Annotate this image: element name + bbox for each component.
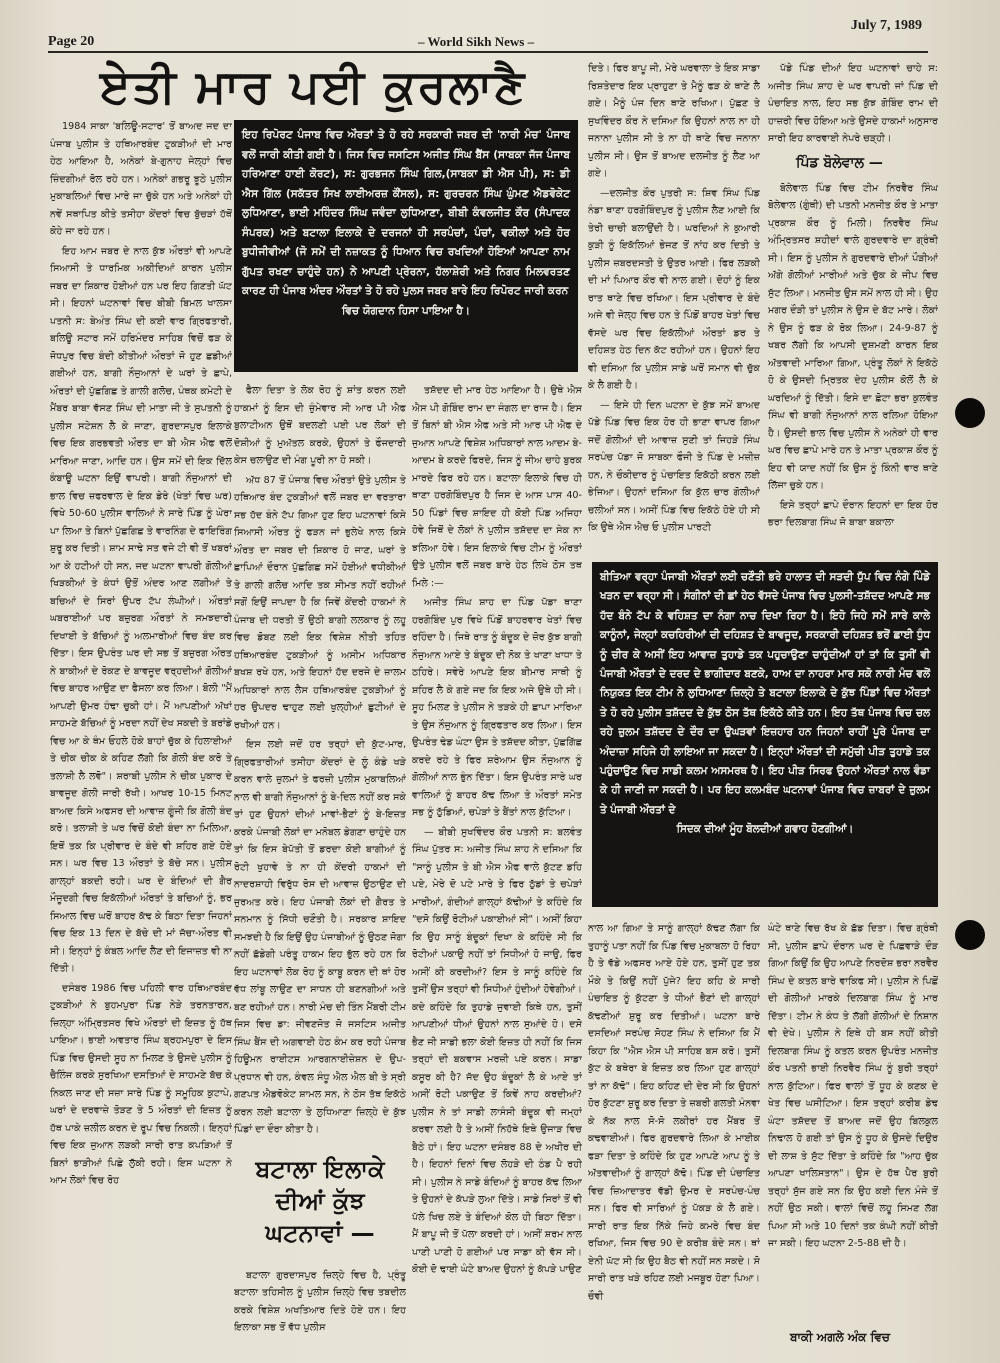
paragraph: ਬਟਾਲਾ ਗੁਰਦਾਸਪੁਰ ਜ਼ਿਲ੍ਹੇ ਵਿਚ ਹੈ, ਪ੍ਰੰਤੂ ਬਟਾਲਾ ਤਹਿਸੀਲ ਨੂੰ ਪੁਲੀਸ ਜ਼ਿਲ੍ਹੇ ਵਿਚ ਤਬਦੀਲ ਕਰਕੇ ਵਿਸ਼ੇਸ਼ ਅਖਤਿਆਰ ਦਿਤੇ ਹੋਏ ਹਨ। ਇਹ ਇਲਾਕਾ ਸਭ ਤੋਂ ਵੱਧ ਪੁਲੀਸ [234,1269,406,1333]
paragraph: ਫੈਲਾ ਦਿਤਾ ਤੇ ਲੋਕ ਰੋਹ ਨੂੰ ਸ਼ਾਂਤ ਕਰਨ ਲਈ ਹਾਕਮਾਂ ਨੂੰ ਇਸ ਦੀ ਜ਼ੁੰਮੇਵਾਰ ਸੀ ਆਰ ਪੀ ਐਫ ਬੁਲਾਟੀਅਨ ਉਥੋਂ ਬਦਲਣੀ ਪਈ ਪਰ ਲੋਕਾਂ ਦੀ ਦੋਸ਼ੀਆਂ ਨੂੰ ਮੁਅੱਤਲ ਕਰਕੇ, ਉਹਨਾਂ ਤੇ ਫੌਜਦਾਰੀ ਕੇਸ ਚਲਾਉਣ ਦੀ ਮੰਗ ਪੂਰੀ ਨਾ ਹੋ ਸਕੀ। [234,385,406,466]
intro-text: ਇਹ ਰਿਪੋਰਟ ਪੰਜਾਬ ਵਿਚ ਔਰਤਾਂ ਤੇ ਹੋ ਰਹੇ ਸਰਕਾਰੀ ਜਬਰ ਦੀ 'ਨਾਰੀ ਮੰਚ' ਪੰਜਾਬ ਵਲੋਂ ਜਾਰੀ ਕੀਤੀ ਗਈ ਹੈ। ਜਿਸ ਵਿਚ ਜਸਟਿਸ ਅਜੀਤ ਸਿੰਘ ਬੈਂਸ (ਸਾਬਕਾ ਜੱਜ ਪੰਜਾਬ ਹਰਿਆਣਾ ਹਾਈ ਕੋਰਟ), ਸ: ਗੁਰਭਜਨ ਸਿੰਘ ਗਿਲ,(ਸਾਬਕਾ ਡੀ ਐਸ ਪੀ), ਸ: ਡੀ ਐਸ ਗਿੱਲ (ਸਕੱਤਰ ਸਿਖ ਲਾਈਅਰਜ਼ ਕੌਂਸਲ), ਸ: ਗੁਰਚਰਨ ਸਿੰਘ ਘੁੰਮਣ ਐਡਵੋਕੇਟ ਲੁਧਿਆਣਾ, ਭਾਈ ਮਹਿੰਦਰ ਸਿੰਘ ਜਵੰਦਾ ਲੁਧਿਆਣਾ, ਬੀਬੀ ਕੰਵਲਜੀਤ ਕੌਰ (ਸੰਪਾਦਕ ਸੰਪਰਕ) ਅਤੇ ਬਟਾਲਾ ਇਲਾਕੇ ਦੇ ਦਰਜਨਾਂ ਹੀ ਸਰਪੰਚਾਂ, ਪੰਚਾਂ, ਵਕੀਲਾਂ ਅਤੇ ਹੋਰ ਬੁਧੀਜੀਵੀਆਂ (ਜੋ ਸਮੇਂ ਦੀ ਨਜ਼ਾਕਤ ਨੂੰ ਧਿਆਨ ਵਿਚ ਰਖਦਿਆਂ ਹੋਇਆਂ ਆਪਣਾ ਨਾਮ ਗੁੱਪਤ ਰਖਣਾ ਚਾਹੁੰਦੇ ਹਨ) ਨੇ ਆਪਣੀ ਪ੍ਰੇਰਨਾ, ਹੱਲਾਸ਼ੇਰੀ ਅਤੇ ਨਿਗਰ ਮਿਲਵਰਤਣ ਕਾਰਣ ਹੀ ਪੰਜਾਬ ਅੰਦਰ ਔਰਤਾਂ ਤੇ ਹੋ ਰਹੇ ਪੁਲਸ ਜਬਰ ਬਾਰੇ ਇਹ ਰਿਪੋਰਟ ਜਾਰੀ ਕਰਨ [242,129,570,297]
paragraph: —ਦਲਜੀਤ ਕੌਰ ਪੁਤਰੀ ਸ: ਸ਼ਿਵ ਸਿੰਘ ਪਿੰਡ ਨੰਡਾ ਥਾਣਾ ਹਰਗੋਬਿੰਦਪੁਰ ਨੂੰ ਪੁਲੀਸ ਲੈਣ ਆਈ ਕਿ ਤੇਰੀ ਚਾਚੀ ਬਲਾਉਂਦੀ ਹੈ। ਘਰਦਿਆਂ ਨੇ ਕੁਆਰੀ ਕੁੜੀ ਨੂੰ ਇਕੱਲਿਆਂ ਭੇਜਣ ਤੋਂ ਨਾਂਹ ਕਰ ਦਿਤੀ ਤੇ ਪੁਲੀਸ ਜ਼ਬਰਦਸਤੀ ਤੇ ਉਤਰ ਆਈ। ਫਿਰ ਲੜਕੀ ਦੀ ਮਾਂ ਪਿਆਰ ਕੌਰ ਵੀ ਨਾਲ ਗਈ। ਦੋਹਾਂ ਨੂੰ ਇਕ ਰਾਤ ਥਾਣੇ ਵਿਚ ਰਖਿਆ। ਇਸ ਪ੍ਰੀਵਾਰ ਦੇ ਬੰਦੇ ਅਜੇ ਵੀ ਜੇਲ੍ਹ ਵਿਚ ਹਨ ਤੇ ਪਿੰਡੋਂ ਬਾਹਰ ਖੇਤਾਂ ਵਿਚ ਵੱਸਦੇ ਘਰ ਵਿਚ ਇਕੱਲੀਆਂ ਔਰਤਾਂ ਡਰ ਤੇ ਦਹਿਸ਼ਤ ਹੇਠ ਦਿਨ ਕੱਟ ਰਹੀਆਂ ਹਨ। ਉਹਨਾਂ ਇਹ ਵੀ ਦਸਿਆ ਕਿ ਪੁਲੀਸ ਸਾਡੇ ਘਰੋਂ ਸਮਾਨ ਵੀ ਚੁੱਕ ਕੇ ਲੈ ਗਈ ਹੈ। [588,187,760,391]
paragraph: ਬੋਲੇਵਾਲ ਪਿੰਡ ਵਿਚ ਟੀਮ ਨਿਰਵੈਰ ਸਿੰਘ ਬੋਲੇਵਾਲ (ਗੁੰਥੀ) ਦੀ ਪਤਨੀ ਮਨਜੀਤ ਕੌਰ ਤੇ ਮਾਤਾ ਪ੍ਰਕਾਸ਼ ਕੌਰ ਨੂੰ ਮਿਲੀ। ਨਿਰਵੈਰ ਸਿੰਘ ਅੰਮ੍ਰਿਤਸਰ ਸ਼ਹੀਦਾਂ ਵਾਲੇ ਗੁਰਦਵਾਰੇ ਦਾ ਗ੍ਰੰਥੀ ਸੀ। ਇਸ ਨੂੰ ਪੁਲੀਸ ਨੇ ਗੁਰਦਵਾਰੇ ਦੀਆਂ ਪੌੜੀਆਂ ਅੱਗੇ ਗੋਲੀਆਂ ਮਾਰੀਆਂ ਅਤੇ ਚੁੱਕ ਕੇ ਜੀਪ ਵਿਚ ਸੁੱਟ ਲਿਆ। ਮਨਜੀਤ ਉਸ ਸਮੇਂ ਨਾਲ ਹੀ ਸੀ। ਉਹ ਮਗਰ ਦੌੜੀ ਤਾਂ ਪੁਲੀਸ ਨੇ ਉਸ ਦੇ ਬੱਟ ਮਾਰੇ। ਲੋਕਾਂ ਨੇ ਉਸ ਨੂੰ ਫੜ ਕੇ ਰੋਕ ਲਿਆ। 24-9-87 ਨੂੰ ਖਬਰ ਲੱਗੀ ਕਿ ਆਪਸੀ ਦੁਸ਼ਮਣੀ ਕਾਰਨ ਇਕ ਅੱਤਵਾਦੀ ਮਾਰਿਆ ਗਿਆ, ਪ੍ਰੰਤੂ ਲੋਕਾਂ ਨੇ ਇਕੱਠੇ ਹੋ ਕੇ ਉਸਦੀ ਮ੍ਰਿਤਕ ਦੇਹ ਪੁਲੀਸ ਕੋਲੋਂ ਲੈ ਕੇ ਘਰਦਿਆਂ ਨੂੰ ਦਿੱਤੀ। ਇਸੇ ਦਾ ਛੋਟਾ ਭਰਾ ਕੁਲਵੰਤ ਸਿੰਘ ਵੀ ਬਾਗੀ ਨੌਜੁਆਨਾਂ ਨਾਲ ਰਲਿਆ ਹੋਇਆ ਹੈ। ਉਸਦੀ ਭਾਲ ਵਿਚ ਪੁਲੀਸ ਨੇ ਅਨੇਕਾਂ ਹੀ ਵਾਰ ਘਰ ਵਿਚ ਛਾਪੇ ਮਾਰੇ ਹਨ ਤੇ ਮਾਤਾ ਪ੍ਰਕਾਸ਼ ਕੌਰ ਨੂੰ ਇਹ ਵੀ ਯਾਦ ਨਹੀਂ ਕਿ ਉਸ ਨੂੰ ਕਿੰਨੀ ਵਾਰ ਥਾਣੇ ਲਿੱਜਾ ਚੁਕੇ ਹਨ। [768,182,938,491]
page-header [48,18,928,50]
paragraph: ਨਾਲ ਆ ਗਿਆ ਤੇ ਸਾਨੂੰ ਗਾਲ੍ਹਾਂ ਕੱਢਣ ਲੱਗਾ ਕਿ ਤੁਹਾਨੂੰ ਪਤਾ ਨਹੀਂ ਕਿ ਪਿੰਡ ਵਿਚ ਮੁਕਾਬਲਾ ਹੋ ਰਿਹਾ ਹੈ ਤੇ ਵੱਡੇ ਅਫਸਰ ਆਏ ਹੋਏ ਹਨ, ਤੁਸੀਂ ਹੁਣ ਤਕ ਮੌਕੇ ਤੇ ਕਿਉਂ ਨਹੀਂ ਪੁੱਜੇ? ਇਹ ਕਹਿ ਕੇ ਸਾਰੀ ਪੰਚਾਇਤ ਨੂੰ ਕੁੱਟਣਾ ਤੇ ਧੀਆਂ ਭੈਣਾਂ ਦੀ ਗਾਲ੍ਹਾਂ ਕੱਢਣੀਆਂ ਸ਼ੁਰੂ ਕਰ ਦਿਤੀਆਂ। ਘਟਨਾ ਬਾਰੇ ਦਸਦਿਆਂ ਸਰਪੰਚ ਸੋਹਣ ਸਿੰਘ ਨੇ ਦਸਿਆ ਕਿ ਮੈਂ ਕਿਹਾ ਕਿ "ਐਸ ਐਸ ਪੀ ਸਾਹਿਬ ਬਸ ਕਰੋ। ਤੁਸੀਂ ਕੁੱਟ ਕੇ ਬਥੇਰਾ ਬੇ ਇਜ਼ਤ ਕਰ ਲਿਆ ਹੁਣ ਗਾਲ੍ਹਾਂ ਤਾਂ ਨਾ ਕੱਢੋ"। ਇਹ ਕਹਿਣ ਦੀ ਦੇਰ ਸੀ ਕਿ ਉਹਨਾਂ ਹੋਰ ਕੁੱਟਣਾ ਸ਼ੁਰੂ ਕਰ ਦਿਤਾ ਤੇ ਜ਼ਬਰੀ ਗਲਤੀ ਮੰਨਵਾ ਕੇ ਨੱਕ ਨਾਲ ਸੋ-ਸੋ ਲਕੀਰਾਂ ਹਰ ਮੈਂਬਰ ਤੋਂ ਕਢਵਾਈਆਂ। ਫਿਰ ਗੁਰਦਵਾਰੇ ਲਿਆ ਕੇ ਮਾਈਕ ਫੜਾ ਦਿਤਾ ਤੇ ਕਹਿੰਦੇ ਕਿ ਹੁਣ ਆਪਣੇ ਆਪ ਨੂੰ ਤੇ ਅੱਤਵਾਦੀਆਂ ਨੂੰ ਗਾਲ੍ਹਾਂ ਕੱਢੋ। ਪਿੰਡ ਦੀ ਪੰਚਾਇਤ ਵਿਚ ਜ਼ਿਆਦਾਤਰ ਵੱਡੀ ਉਮਰ ਦੇ ਸਰਪੰਚ-ਪੰਚ ਸਨ। ਫਿਰ ਵੀ ਸਾਰਿਆਂ ਨੂੰ ਪੱਕੜ ਕੇ ਲੈ ਗਏ। ਸਾਰੀ ਰਾਤ ਇਕ ਨਿੱਕੇ ਜਿਹੇ ਕਮਰੇ ਵਿਚ ਬੰਦ ਰਖਿਆ, ਜਿਸ ਵਿਚ 90 ਦੇ ਕਰੀਬ ਬੰਦੇ ਸਨ। ਥਾਂ ਏਨੀ ਘੱਟ ਸੀ ਕਿ ਉਹ ਬੈਠ ਵੀ ਨਹੀਂ ਸਨ ਸਕਦੇ। ਸੋ ਸਾਰੀ ਰਾਤ ਖੜੇ ਰਹਿਣ ਲਈ ਮਜਬੂਰ ਹੋਣਾ ਪਿਆ। ਚੌਵੀ [588,923,760,1302]
column-4 [588,60,760,555]
quote-box [592,562,938,907]
paragraph: 1984 ਸਾਕਾ 'ਬਲਿਊ-ਸਟਾਰ' ਤੋਂ ਬਾਅਦ ਜਦ ਦਾ ਪੰਜਾਬ ਪੁਲੀਸ ਤੇ ਹਥਿਆਰਬੰਦ ਟੁਕੜੀਆਂ ਦੀ ਮਾਰ ਹੇਠ ਆਇਆ ਹੈ, ਅਨੇਕਾਂ ਬੇ-ਗੁਨਾਹ ਜੇਲ੍ਹਾਂ ਵਿਚ ਜ਼ਿੰਦਗੀਆਂ ਰੋਲ ਰਹੇ ਹਨ। ਅਨੇਕਾਂ ਗਭਰੂ ਝੂਠੇ ਪੁਲੀਸ ਮੁਕਾਬਲਿਆਂ ਵਿਚ ਮਾਰੇ ਜਾ ਚੁੱਕੇ ਹਨ ਅਤੇ ਅਨੇਕਾਂ ਹੀ ਨਵੇਂ ਸਥਾਪਿਤ ਕੀਤੇ ਤਸੀਹਾ ਕੇਂਦਰਾਂ ਵਿਚ ਬੁੱਚੜਾਂ ਹੱਥੋਂ ਕੋਹੇ ਜਾ ਰਹੇ ਹਨ। [50,121,232,237]
paragraph: ਦਿਤੇ। ਫਿਰ ਬਾਪੂ ਜੀ, ਮੇਰੇ ਘਰਵਾਲਾ ਤੇ ਇਕ ਸਾਡਾ ਰਿਸ਼ਤੇਦਾਰ ਇਕ ਪ੍ਰਾਹੁਣਾ ਤੇ ਮੈਨੂੰ ਫੜ ਕੇ ਥਾਣੇ ਲੈ ਗਏ। ਮੈਨੂੰ ਪੰਜ ਦਿਨ ਥਾਣੇ ਰਖਿਆ। ਪੁੱਛਣ ਤੇ ਸੁਖਵਿੰਦਰ ਕੌਰ ਨੇ ਦਸਿਆ ਕਿ ਉਹਨਾਂ ਨਾਲ ਨਾ ਹੀ ਜਨਾਨਾ ਪੁਲੀਸ ਸੀ ਤੇ ਨਾ ਹੀ ਥਾਣੇ ਵਿਚ ਜਨਾਨਾ ਪੁਲੀਸ ਸੀ। ਉਸ ਤੋਂ ਬਾਅਦ ਦਲਜੀਤ ਨੂੰ ਲੈਣ ਆ ਗਏ। [588,63,760,179]
page-number: Page 20 [48,34,95,49]
binder-hole [955,398,985,428]
paragraph: — ਇਸੇ ਹੀ ਦਿਨ ਘਟਨਾ ਦੇ ਕੁੱਝ ਸਮੇਂ ਬਾਅਦ ਪੱਡੇ ਪਿੰਡ ਵਿਚ ਇਕ ਹੋਰ ਹੀ ਭਾਣਾ ਵਾਪਰ ਗਿਆ ਜਦੋਂ ਗੋਲੀਆਂ ਦੀ ਆਵਾਜ਼ ਸੁਣੀ ਤਾਂ ਜਿਹੜੇ ਸਿੰਘ ਸਰਪੰਚ ਪੱਡਾ ਜੋ ਸਾਬਕਾ ਫੌਜੀ ਤੇ ਪਿੰਡ ਦੇ ਮਜ਼ੀਜ਼ ਹਨ, ਨੇ ਚੌਕੀਦਾਰ ਨੂੰ ਪੰਚਾਇਤ ਇਕੱਠੀ ਕਰਨ ਲਈ ਭੇਜਿਆ। ਉਹਨਾਂ ਦਸਿਆ ਕਿ ਕੁੱਲ ਚਾਰ ਗੋਲੀਆਂ ਚਲੀਆਂ ਸਨ। ਅਸੀਂ ਪਿੰਡ ਵਿਚ ਇਕੱਠੇ ਹੋਏ ਹੀ ਸੀ ਕਿ ਉਥੇ ਐਸ ਐਚ ਓ ਪੁਲੀਸ ਪਾਰਟੀ [588,399,760,533]
paragraph: — ਬੀਬੀ ਸੁਖਵਿੰਦਰ ਕੌਰ ਪਤਨੀ ਸ: ਬਲਵੰਤ ਸਿੰਘ ਪੁੱਤਰ ਸ: ਅਜੀਤ ਸਿੰਘ ਸ਼ਾਹ ਨੇ ਦਸਿਆ ਕਿ "ਸਾਨੂੰ ਪੁਲੀਸ ਤੇ ਬੀ ਐਸ ਐਫ ਵਾਲੇ ਕੁੱਟਣ ਡਹਿ ਪਏ, ਮੇਰੇ ਦੋ ਪਟੇ ਮਾਰੇ ਤੇ ਫਿਰ ਠੁੱਡਾਂ ਤੇ ਚਪੇੜਾਂ ਮਾਰੀਆਂ, ਗੰਦੀਆਂ ਗਾਲ੍ਹਾਂ ਕੱਢੀਆਂ ਤੇ ਕਹਿੰਦੇ ਕਿ "ਦਸੋ ਕਿਉਂ ਰੋਟੀਆਂ ਪਕਾਈਆਂ ਸੀ"। ਅਸੀਂ ਕਿਹਾ ਕਿ ਉਹ ਸਾਨੂੰ ਬੰਦੂਕਾਂ ਦਿਖਾ ਕੇ ਕਹਿੰਦੇ ਸੀ ਕਿ ਰੋਟੀਆਂ ਪਕਾਉ ਨਹੀਂ ਤਾਂ ਸਿਧੀਆਂ ਹੋ ਜਾਉ, ਫਿਰ ਅਸੀਂ ਕੀ ਕਰਦੀਆਂ? ਇਸ ਤੇ ਸਾਨੂੰ ਕਹਿੰਦੇ ਕਿ ਤੁਸੀਂ ਉਸ ਤਰ੍ਹਾਂ ਵੀ ਸਿਧੀਆਂ ਹੁੰਦੀਆਂ ਹੋਵੇਗੀਆਂ। ਕਦੇ ਕਹਿੰਦੇ ਕਿ ਤੁਹਾਡੇ ਜੁਵਾਈ ਕਿਥੇ ਹਨ, ਤੁਸੀਂ ਆਪਣੀਆਂ ਧੀਆਂ ਉਹਨਾਂ ਨਾਲ ਸੁਆਂਦੇ ਹੋ। ਦਸੋ ਭੈਣ ਜੀ ਸਾਡੀ ਭਲਾ ਕੋਈ ਇਜ਼ਤ ਹੀ ਨਹੀਂ ਕਿ ਜਿਸ ਤਰ੍ਹਾਂ ਦੀ ਬਕਵਾਸ ਮਰਜ਼ੀ ਪਏ ਕਰਨ। ਸਾਡਾ ਕਸੂਰ ਕੀ ਹੈ? ਜੱਦ ਉਹ ਬੰਦੂਕਾਂ ਲੈ ਕੇ ਆਏ ਤਾਂ ਅਸੀਂ ਰੋਟੀ ਪਕਾਉਣ ਤੋਂ ਕਿਵੇਂ ਨਾਹ ਕਰਦੀਆਂ? ਪੁਲੀਸ ਨੇ ਤਾਂ ਸਾਡੀ ਲਾਸੰਸੀ ਬੰਦੂਕ ਵੀ ਜਮ੍ਹਾਂ ਕਰਵਾ ਲਈ ਹੈ ਤੇ ਅਸੀਂ ਨਿਹੱਥੇ ਇਥੇ ਉਜਾੜ ਵਿਚ ਬੈਠੇ ਹਾਂ। ਇਹ ਘਟਨਾ ਦਸੰਬਰ 88 ਦੇ ਅਖੀਰ ਦੀ ਹੈ। ਇਹਨਾਂ ਦਿਨਾਂ ਵਿਚ ਲੋਹੜੇ ਦੀ ਠੰਡ ਪੈ ਰਹੀ ਸੀ। ਪੁਲੀਸ ਨੇ ਸਾਡੇ ਬੰਦਿਆਂ ਨੂੰ ਬਾਹਰ ਕੱਢ ਲਿਆ ਤੇ ਉਹਨਾਂ ਦੇ ਕੱਪੜੇ ਲੁਆ ਦਿੱਤੇ। ਸਾਡੇ ਸਿਰਾਂ ਤੋਂ ਵੀ ਪੱਲੇ ਖਿਚ ਲਏ ਤੇ ਬੰਦਿਆਂ ਕੋਲ ਹੀ ਬਿਠਾ ਦਿੱਤਾ। ਮੈਂ ਬਾਪੂ ਜੀ ਤੋਂ ਪੱਲਾ ਕਰਦੀ ਹਾਂ। ਅਸੀਂ ਸ਼ਰਮ ਨਾਲ ਪਾਣੀ ਪਾਣੀ ਹੋ ਗਈਆਂ ਪਰ ਸਾਡਾ ਕੀ ਵੱਸ ਸੀ। ਕੋਈ ਦੋ ਢਾਈ ਘੰਟੇ ਬਾਅਦ ਉਹਨਾਂ ਨੂੰ ਕੱਪੜੇ ਪਾਉਣ [412,826,582,1275]
paragraph: ਦਸੰਬਰ 1986 ਵਿਚ ਪਹਿਲੀ ਵਾਰ ਹਥਿਆਰਬੰਦ ਟੁਕੜੀਆਂ ਨੇ ਬੁਹਮਪੁਰਾ ਪਿੰਡ ਨੇੜੇ ਤਰਨਤਾਰਨ, ਜ਼ਿਲ੍ਹਾ ਅੰਮ੍ਰਿਤਸਰ ਵਿਖੇ ਔਰਤਾਂ ਦੀ ਇਜ਼ਤ ਨੂੰ ਹੱਥ ਪਾਇਆ। ਭਾਈ ਅਵਤਾਰ ਸਿੰਘ ਬ੍ਰਹਮਪੁਰਾ ਦੇ ਇਸ ਪਿੰਡ ਵਿਚ ਉਸਦੀ ਸੂਹ ਨਾ ਮਿਲਣ ਤੇ ਉਸਦੇ ਪੁਲੀਸ ਨੂੰ ਚੈਲਿੰਜ ਕਰਕੇ ਸੁਰਖਿਆ ਦਸਤਿਆਂ ਦੇ ਸਾਹਮਣੇ ਬੱਚ ਕੇ ਨਿਕਲ ਜਾਣ ਦੀ ਸਜ਼ਾ ਸਾਰੇ ਪਿੰਡ ਨੂੰ ਸਮੂਹਿਕ ਕੁਟਾਪੇ, ਘਰਾਂ ਦੇ ਦਰਵਾਜ਼ੇ ਤੋੜਣ ਤੇ 5 ਔਰਤਾਂ ਦੀ ਇਜ਼ਤ ਨੂੰ ਹੱਥ ਪਾਕੇ ਜ਼ਲੀਲ ਕਰਨ ਦੇ ਰੂਪ ਵਿਚ ਨਿਕਲੀ। ਇਨ੍ਹਾਂ ਵਿਚ ਇਕ ਜੁਆਨ ਲੜਕੀ ਸਾਰੀ ਰਾਤ ਕਪੜਿਆਂ ਤੋਂ ਬਿਨਾਂ ਭਾੜੀਆਂ ਪਿਛੇ ਲੁੱਕੀ ਰਹੀ। ਇਸ ਘਟਨਾ ਨੇ ਆਮ ਲੋਕਾਂ ਵਿਚ ਰੋਹ [50,982,232,1186]
column-1 [50,118,232,1343]
column-4-bottom [588,920,760,1340]
article-headline: ਏਤੀ ਮਾਰ ਪਈ ਕੁਰਲਾਣੈ [100,59,527,113]
paragraph: ਪੱਡੇ ਪਿੰਡ ਦੀਆਂ ਇਹ ਘਟਨਾਵਾਂ ਚਾਹੇ ਸ: ਅਜੀਤ ਸਿੰਘ ਸ਼ਾਹ ਦੇ ਘਰ ਵਾਪਰੀ ਜਾਂ ਪਿੰਡ ਦੀ ਪੰਚਾਇਤ ਨਾਲ, ਇਹ ਸਭ ਕੁੱਝ ਗੋਬਿੰਦ ਰਾਮ ਦੀ ਹਾਜ਼ਰੀ ਵਿਚ ਹੋਇਆ ਅਤੇ ਉਸਦੇ ਹਾਕਮਾਂ ਅਨੁਸਾਰ ਸਾਰੀ ਇਹ ਕਾਰਵਾਈ ਨੇਪਰੇ ਚੜ੍ਹੀ। [768,63,938,144]
paragraph: ਤਸ਼ੱਦਦ ਦੀ ਮਾਰ ਹੇਠ ਆਇਆ ਹੈ। ਉਥੇ ਐਸ ਐਸ ਪੀ ਗੋਬਿੰਦ ਰਾਮ ਦਾ ਜੰਗਲ ਦਾ ਰਾਜ ਹੈ। ਇਸ ਤੋਂ ਬਿਨਾਂ ਬੀ ਐਸ ਐਫ ਅਤੇ ਸੀ ਆਰ ਪੀ ਐਫ ਦੇ ਜੁਆਨ ਆਪਣੇ ਵਿਸ਼ੇਸ਼ ਅਧਿਕਾਰਾਂ ਨਾਲ ਆਦਮ ਬੇ-ਆਦਮ ਬੇ ਕਰਦੇ ਫਿਰਦੇ, ਜਿਸ ਨੂੰ ਜੀਅ ਚਾਹੇ ਬੁਰਕ ਮਾਰਦੇ ਫਿਰ ਰਹੇ ਹਨ। ਬਟਾਲਾ ਇਲਾਕੇ ਵਿਚ ਹੀ ਥਾਣਾ ਹਰਗੋਬਿੰਦਪੁਰ ਹੈ ਜਿਸ ਦੇ ਆਸ ਪਾਸ 40-50 ਪਿੰਡਾਂ ਵਿਚ ਸ਼ਾਇਦ ਹੀ ਕੋਈ ਪਿੰਡ ਅਜਿਹਾ ਹੋਵੇ ਜਿਥੋਂ ਦੇ ਲੋਕਾਂ ਨੇ ਪੁਲੀਸ ਤਸ਼ੱਦਦ ਦਾ ਸੇਕ ਨਾ ਝਲਿਆ ਹੋਵੇ। ਇਸ ਇਲਾਕੇ ਵਿਚ ਟੀਮ ਨੂੰ ਔਰਤਾਂ ਉਤੇ ਪੁਲੀਸ ਵਲੋਂ ਜਬਰ ਬਾਰੇ ਹੇਠ ਲਿਖੇ ਠੋਸ ਤਥ ਮਿਲੇ :— [412,385,582,589]
publication-name: – World Sikh News – [418,34,535,49]
paragraph: ਇਸੇ ਤਰ੍ਹਾਂ ਛਾਪੇ ਦੌਰਾਨ ਇਹਨਾਂ ਦਾ ਇਕ ਹੋਰ ਭਰਾ ਦਿਲਬਾਗ ਸਿੰਘ ਜੋ ਬਾਬਾ ਬਕਾਲਾ [768,499,938,528]
header-rule [48,51,928,53]
paragraph: ਘੰਟੇ ਥਾਣੇ ਵਿਚ ਰੱਖ ਕੇ ਛੱਡ ਦਿਤਾ। ਵਿਚ ਗ੍ਰੰਥੀ ਸੀ, ਪੁਲੀਸ ਛਾਪੇ ਦੌਰਾਨ ਘਰ ਦੇ ਪਿਛਵਾੜੇ ਦੌੜ ਗਿਆ ਕਿਉਂ ਕਿ ਉਹ ਆਪਣੇ ਨਿਰਦੋਸ਼ ਭਰਾ ਨਰਵੈਰ ਸਿੰਘ ਦੇ ਕਤਲ ਬਾਰੇ ਵਾਕਿਫ ਸੀ। ਪੁਲੀਸ ਨੇ ਪਿਛੋਂ ਦੀ ਗੋਲੀਆਂ ਮਾਰਕੇ ਦਿਲਬਾਗ ਸਿੰਘ ਨੂੰ ਮਾਰ ਦਿੱਤਾ। ਟੀਮ ਨੇ ਕੰਧ ਤੇ ਲੱਗੀ ਗੋਲੀਆਂ ਦੇ ਨਿਸ਼ਾਨ ਵੀ ਦੇਖੇ। ਪੁਲੀਸ ਨੇ ਇਥੇ ਹੀ ਬਸ ਨਹੀਂ ਕੀਤੀ ਦਿਲਬਾਗ ਸਿੰਘ ਨੂੰ ਕਤਲ ਕਰਨ ਉਪਰੰਤ ਮਨਜੀਤ ਕੌਰ ਪਤਨੀ ਭਾਈ ਨਿਰਵੈਰ ਸਿੰਘ ਨੂੰ ਬੁਰੀ ਤਰ੍ਹਾਂ ਨਾਲ ਕੁੱਟਿਆ। ਫਿਰ ਵਾਲਾਂ ਤੋਂ ਧੂਹ ਕੇ ਕਣਕ ਦੇ ਖੇਤ ਵਿਚ ਘਸੀਟਿਆ। ਇਸ ਤਰ੍ਹਾਂ ਕਰੀਬ ਡੇਢ ਘੰਟਾ ਤਸ਼ੱਦਦ ਤੋਂ ਬਾਅਦ ਜਦੋਂ ਉਹ ਬਿਲਕੁਲ ਨਿਢਾਲ ਹੋ ਗਈ ਤਾਂ ਉਸ ਨੂੰ ਧੂਹ ਕੇ ਉਸਦੇ ਦਿਉਰ ਦੀ ਲਾਸ਼ ਤੇ ਸੁੱਟ ਦਿੱਤਾ ਤੇ ਕਹਿੰਦੇ ਕਿ "ਆਹ ਚੁੱਕ ਆਪਣਾ ਖਾਲਿਸਤਾਨ"। ਉਸ ਦੇ ਹੱਥ ਪੈਰ ਬੁਰੀ ਤਰ੍ਹਾਂ ਸੁੱਜ ਗਏ ਸਨ ਕਿ ਉਹ ਕਈ ਦਿਨ ਮੰਜੇ ਤੋਂ ਨਹੀਂ ਉਠ ਸਕੀ। ਵਾਲਾਂ ਵਿਚੋਂ ਲਹੂ ਸਿਮਣ ਲੱਗ ਪਿਆ ਸੀ ਅਤੇ 10 ਦਿਨਾਂ ਤਕ ਕੰਘੀ ਨਹੀਂ ਕੀਤੀ ਜਾ ਸਕੀ। ਇਹ ਘਟਨਾ 2-5-88 ਦੀ ਹੈ। [768,923,938,1249]
intro-box [234,120,578,372]
quote-text: ਬੀਤਿਆ ਵਰ੍ਹਾ ਪੰਜਾਬੀ ਔਰਤਾਂ ਲਈ ਚਣੌਤੀ ਭਰੇ ਹਾਲਾਤ ਦੀ ਸੜਦੀ ਧੁੱਪ ਵਿਚ ਨੰਗੇ ਪਿੰਡੇ ਖੜਨ ਦਾ ਵਰ੍ਹਾ ਸੀ। ਸੰਗੀਨਾਂ ਦੀ ਛਾਂ ਹੇਠ ਵੱਸਦੇ ਪੰਜਾਬ ਵਿਚ ਪੁਲਸੀ-ਤਸ਼ੱਦਦ ਆਪਣੇ ਸਭ ਹੱਦ ਬੰਨੇ ਟੱਪ ਕੇ ਵਹਿਸ਼ਤ ਦਾ ਨੰਗਾ ਨਾਚ ਦਿਖਾ ਰਿਹਾ ਹੈ। ਇਹੋ ਜਿਹੇ ਸਮੇਂ ਸਾਰੇ ਕਾਲੇ ਕਾਨੂੰਨਾਂ, ਜੇਲ੍ਹਾਂ ਕਚਹਿਰੀਆਂ ਦੀ ਦਹਿਸ਼ਤ ਦੇ ਬਾਵਜੂਦ, ਸਰਕਾਰੀ ਦਹਿਸ਼ਤ ਭਰੋਂ ਛਾਈ ਧੁੰਧ ਨੂੰ ਚੀਰ ਕੇ ਅਸੀਂ ਇਹ ਆਵਾਜ਼ ਤੁਹਾਡੇ ਤਕ ਪਹੁਚਾਉਣਾ ਚਾਹੁੰਦੀਆਂ ਹਾਂ ਤਾਂ ਕਿ ਤੁਸੀਂ ਵੀ ਪੰਜਾਬੀ ਔਰਤਾਂ ਦੇ ਦਰਦ ਦੇ ਭਾਗੀਦਾਰ ਬਣਕੇ, ਹਾਅ ਦਾ ਨਾਹਰਾ ਮਾਰ ਸਕੋ ਨਾਰੀ ਮੰਚ ਵਲੋਂ ਨਿਯੁਕਤ ਇਕ ਟੀਮ ਨੇ ਲੁਧਿਆਣਾ ਜ਼ਿਲ੍ਹੇ ਤੇ ਬਟਾਲਾ ਇਲਾਕੇ ਦੇ ਕੁੱਝ ਪਿੰਡਾਂ ਵਿਚ ਔਰਤਾਂ ਤੇ ਹੋ ਰਹੇ ਪੁਲੀਸ ਤਸ਼ੱਦਦ ਦੇ ਕੁੱਝ ਠੋਸ ਤੱਥ ਇਕੱਠੇ ਕੀਤੇ ਹਨ। ਇਹ ਤੱਥ ਪੰਜਾਬ ਵਿਚ ਚਲ ਰਹੇ ਜ਼ੁਲਮ ਤਸ਼ੱਦਦ ਦੇ ਦੌਰ ਦਾ ਉਘੜਵਾਂ ਇਜ਼ਹਾਰ ਹਨ ਜਿਹਨਾਂ ਰਾਹੀਂ ਪੂਰੇ ਪੰਜਾਬ ਦਾ ਅੰਦਾਜ਼ਾ ਸਹਿਜੇ ਹੀ ਲਾਇਆ ਜਾ ਸਕਦਾ ਹੈ। ਇਨ੍ਹਾਂ ਔਰਤਾਂ ਦੀ ਸਮੁੱਚੀ ਪੀੜ ਤੁਹਾਡੇ ਤਕ ਪਹੁੰਚਾਉਣ ਵਿਚ ਸਾਡੀ ਕਲਮ ਅਸਮਰਥ ਹੈ। ਇਹ ਪੀੜ ਸਿਰਫ ਉਹਨਾਂ ਔਰਤਾਂ ਨਾਲ ਵੰਡਾ ਕੇ ਹੀ ਜਾਣੀ ਜਾ ਸਕਦੀ ਹੈ। ਪਰ ਇਹ ਕਲਮਬੰਦ ਘਟਨਾਵਾਂ ਪੰਜਾਬ ਵਿਚ ਜ਼ਾਬਰਾਂ ਦੇ ਜ਼ੁਲਮ ਤੇ ਪੰਜਾਬੀ ਔਰਤਾਂ ਦੇ [600,571,930,816]
binder-hole [955,920,985,950]
continued-notice: ਬਾਕੀ ਅਗਲੇ ਅੰਕ ਵਿਚ [790,1330,891,1344]
paragraph: ਇਹ ਆਮ ਜਬਰ ਦੇ ਨਾਲ ਕੁੱਝ ਔਰਤਾਂ ਵੀ ਆਪਣੇ ਸਿਆਸੀ ਤੇ ਧਾਰਮਿਕ ਅਕੀਦਿਆਂ ਕਾਰਨ ਪੁਲੀਸ ਜਬਰ ਦਾ ਸ਼ਿਕਾਰ ਹੋਈਆਂ ਹਨ ਪਰ ਇਹ ਗਿਣਤੀ ਘੱਟ ਸੀ। ਇਹਨਾਂ ਘਟਨਾਵਾਂ ਵਿਚ ਬੀਬੀ ਬਿਮਲ ਖਾਲਸਾ ਪਤਨੀ ਸ: ਬੇਅੰਤ ਸਿੰਘ ਦੀ ਕਈ ਵਾਰ ਗ੍ਰਿਫਤਾਰੀ, ਬਲਿਊ ਸਟਾਰ ਸਮੇਂ ਹਰਿਮੰਦਰ ਸਾਹਿਬ ਵਿਚੋਂ ਫੜ ਕੇ ਜੋਧਪੁਰ ਵਿਚ ਬੰਦੀ ਕੀਤੀਆਂ ਔਰਤਾਂ ਜੋ ਹੁਣ ਛਡੀਆਂ ਗਈਆਂ ਹਨ, ਬਾਗੀ ਨੌਜੁਆਨਾਂ ਦੇ ਘਰਾਂ ਤੇ ਛਾਪੇ, ਔਰਤਾਂ ਦੀ ਪੁੱਛਗਿਛ ਤੇ ਗਾਲੀ ਗਲੋਚ, ਪੰਥਕ ਕਮੇਟੀ ਦੇ ਮੈਂਬਰ ਬਾਬਾ ਵੱਸਣ ਸਿੰਘ ਦੀ ਮਾਤਾ ਜੀ ਤੇ ਸੁਪਤਨੀ ਨੂੰ ਪੁਲੀਸ ਸਟੇਸ਼ਨ ਲੈ ਕੇ ਜਾਣਾ, ਗੁਰਦਾਸਪੁਰ ਇਲਾਕੇ ਵਿਚ ਇਕ ਗਰਭਵਤੀ ਔਰਤ ਦਾ ਬੀ ਐਸ ਐਫ ਵਲੋਂ ਮਾਰਿਆ ਜਾਣਾ, ਆਦਿ ਹਨ। ਉਸ ਸਮੇਂ ਦੀ ਇਕ ਦਿੱਲ ਕੰਬਾਊ ਘਟਨਾ ਇਉਂ ਵਾਪਰੀ। ਬਾਗੀ ਨੌਜੁਆਨਾਂ ਦੀ ਭਾਲ ਵਿਚ ਜ਼ਫਰਵਾਲ ਦੇ ਇਕ ਡੇਰੇ (ਖੇਤਾਂ ਵਿਚ ਘਰ) ਵਿਖੇ 50-60 ਪੁਲੀਸ ਵਾਲਿਆਂ ਨੇ ਸਾਰੇ ਪਿੰਡ ਨੂੰ ਘੇਰਾ ਪਾ ਲਿਆ ਤੇ ਬਿਨਾਂ ਪੁੱਛਗਿਛ ਤੇ ਵਾਰਨਿੰਗ ਦੇ ਫਾਇਰਿੰਗ ਸ਼ੁਰੂ ਕਰ ਦਿਤੀ। ਸ਼ਾਮ ਸਾਢੇ ਸਤ ਵਜੇ ਟੀ ਵੀ ਤੋਂ ਖਬਰਾਂ ਆ ਕੇ ਹਟੀਆਂ ਹੀ ਸਨ, ਜਦ ਘਟਨਾ ਵਾਪਰੀ ਗੋਲੀਆਂ ਖਿੜਕੀਆਂ ਤੇ ਕੰਧਾਂ ਉਤੋਂ ਅੰਦਰ ਆਣ ਲਗੀਆਂ ਤੇ ਬਚਿਆਂ ਦੇ ਸਿਰਾਂ ਉਪਰ ਟੱਪ ਲੰਘੀਆਂ। ਔਰਤਾਂ ਘਬਰਾਈਆਂ ਪਰ ਬਜ਼ੁਰਗ ਔਰਤਾਂ ਨੇ ਸਮਝਦਾਰੀ ਦਿਖਾਈ ਤੇ ਬੱਚਿਆਂ ਨੂੰ ਅਲਮਾਰੀਆਂ ਵਿਚ ਬੰਦ ਕਰ ਦਿੱਤਾ। ਇਸ ਉਪਰੰਤ ਘਰ ਦੀ ਸਭ ਤੋਂ ਬਜ਼ੁਰਗ ਔਰਤ ਨੇ ਬਾਕੀਆਂ ਦੇ ਰੋਕਣ ਦੇ ਬਾਵਜੂਦ ਵਰ੍ਹਦੀਆਂ ਗੋਲੀਆਂ ਵਿਚ ਬਾਹਰ ਆਉਣ ਦਾ ਫੈਸਲਾ ਕਰ ਲਿਆ। ਬੋਲੀ "ਮੈਂ ਆਪਣੀ ਉਮਰ ਹੰਢਾ ਚੁਕੀ ਹਾਂ। ਮੈਂ ਆਪਣੀਆਂ ਅੱਖਾਂ ਸਾਹਮਣੇ ਬੱਚਿਆਂ ਨੂੰ ਮਰਦਾ ਨਹੀਂ ਦੇਖ ਸਕਦੀ ਤੇ ਬਰਾਂਡੇ ਵਿਚ ਆ ਕੇ ਥੰਮ ਓਹਲੇ ਹੋਕੇ ਬਾਹਾਂ ਚੁੱਕ ਕੇ ਹਿਲਾਈਆਂ ਤੇ ਚੀਕ ਚੀਕ ਕੇ ਕਹਿਣ ਲੱਗੀ ਕਿ ਗੋਲੀ ਬੰਦ ਕਰੋ ਤੇ ਤਲਾਸ਼ੀ ਲੈ ਲਵੋ"। ਸ਼ਰਾਬੀ ਪੁਲੀਸ ਨੇ ਚੀਕ ਪੁਕਾਰ ਦੇ ਬਾਵਜੂਦ ਗੋਲੀ ਜਾਰੀ ਰੱਖੀ। ਆਖਰ 10-15 ਮਿਨਟ ਬਾਅਦ ਕਿਸੇ ਅਫਸਰ ਦੀ ਆਵਾਜ਼ ਗੂੰਜੀ ਕਿ ਗੋਲੀ ਬੰਦ ਕਰੋ। ਤਲਾਸ਼ੀ ਤੇ ਘਰ ਵਿਚੋਂ ਕੋਈ ਬੰਦਾ ਨਾ ਮਿਲਿਆ, ਇਥੋਂ ਤਕ ਕਿ ਪ੍ਰੀਵਾਰ ਦੇ ਬੰਦੇ ਵੀ ਸ਼ਹਿਰ ਗਏ ਹੋਏ ਸਨ। ਘਰ ਵਿਚ 13 ਔਰਤਾਂ ਤੇ ਬੱਚੇ ਸਨ। ਪੁਲੀਸ ਗਾਲ੍ਹਾਂ ਬਕਦੀ ਰਹੀ। ਘਰ ਦੇ ਬੰਦਿਆਂ ਦੀ ਗੈਰ ਮੌਜੂਦਗੀ ਵਿਚ ਇਕੱਲੀਆਂ ਔਰਤਾਂ ਤੇ ਬਚਿਆਂ ਨੂੰ, ਭਰ ਸਿਆਲ ਵਿਚ ਘਰੋਂ ਬਾਹਰ ਕੱਢ ਕੇ ਬਿਠਾ ਦਿਤਾ ਜਿਹਨਾਂ ਵਿਚ ਇਕ 13 ਦਿਨ ਦੇ ਬੱਚੇ ਦੀ ਮਾਂ ਜੱਚਾ-ਔਰਤ ਵੀ ਸੀ। ਇਨ੍ਹਾਂ ਨੂੰ ਕੰਬਲ ਆਦਿ ਲੈਣ ਦੀ ਇਜਾਜ਼ਤ ਵੀ ਨਾ ਦਿੱਤੀ। [50,245,232,974]
issue-date: July 7, 1989 [850,18,922,33]
subhead-bolewal: ਪਿੰਡ ਬੋਲੇਵਾਲ — [796,154,883,171]
subhead-batala: ਬਟਾਲਾ ਇਲਾਕੇ ਦੀਆਂ ਕੁੱਝ ਘਟਨਾਵਾਂ — [255,1154,385,1247]
column-2 [234,382,406,1342]
column-5-bottom [768,920,938,1290]
column-3 [412,382,582,1342]
paragraph: ਇਸ ਲਈ ਜਦੋਂ ਹਰ ਤਰ੍ਹਾਂ ਦੀ ਕੁੱਟ-ਮਾਰ, ਗ੍ਰਿਫਤਾਰੀਆਂ ਤਸੀਹਾ ਕੇਂਦਰਾਂ ਦੇ ਲੂੰ ਕੰਡੇ ਖੜੇ ਕਰਨ ਵਾਲੇ ਜ਼ੁਲਮਾਂ ਤੇ ਫਰਜ਼ੀ ਪੁਲੀਸ ਮੁਕਾਬਲਿਆਂ ਨਾਲ ਵੀ ਬਾਗੀ ਨੌਜੁਆਨਾਂ ਨੂੰ ਬੇ-ਦਿਲ ਨਹੀਂ ਕਰ ਸਕੇ ਤਾਂ ਹੁਣ ਉਹਨਾਂ ਦੀਆਂ ਮਾਵਾਂ-ਭੈਣਾਂ ਨੂੰ ਬੇ-ਇਜ਼ਤ ਕਰਕੇ ਪੰਜਾਬੀ ਲੋਕਾਂ ਦਾ ਮਨੋਬਲ ਡੇਗਣਾ ਚਾਹੁੰਦੇ ਹਨ ਤਾਂ ਕਿ ਇਸ ਬੇਪੱਤੀ ਤੋਂ ਡਰਦਾ ਕੋਈ ਬਾਗੀਆਂ ਨੂੰ ਰੋਟੀ ਖੁਹਾਵੇ ਤੇ ਨਾ ਹੀ ਕੇਂਦਰੀ ਹਾਕਮਾਂ ਦੀ ਨਾਦਰਸ਼ਾਹੀ ਵਿਰੁੱਧ ਰੋਸ ਦੀ ਆਵਾਜ਼ ਉਠਾਉਣ ਦੀ ਜੁਰਅਤ ਕਰੇ। ਇਹ ਪੰਜਾਬੀ ਲੋਕਾਂ ਦੀ ਗੈਰਤ ਤੇ ਸਨਮਾਨ ਨੂੰ ਸਿੱਧੀ ਚਣੌਤੀ ਹੈ। ਸਰਕਾਰ ਸ਼ਾਇਦ ਸਮਝਦੀ ਹੈ ਕਿ ਇਉਂ ਉਹ ਪੰਜਾਬੀਆਂ ਨੂੰ ਉਠਣ ਜੋਗਾ ਨਹੀਂ ਛੱਡੇਗੀ ਪਰੰਤੂ ਹਾਕਮ ਇਹ ਭੁੱਲ ਰਹੇ ਹਨ ਕਿ ਇਹ ਘਟਨਾਵਾਂ ਲੋਕ ਰੋਹ ਨੂੰ ਕਾਬੂ ਕਰਨ ਦੀ ਥਾਂ ਹੋਰ ਵੱਧ ਲਾਂਬੂ ਲਾਉਣ ਦਾ ਸਾਧਨ ਹੀ ਬਣਨਗੀਆਂ ਅਤੇ ਬਣ ਰਹੀਆਂ ਹਨ। ਨਾਰੀ ਮੰਚ ਦੀ ਤਿੰਨ ਮੈਂਬਰੀ ਟੀਮ ਜਿਸ ਵਿਚ ਡਾ: ਜੀਵਣਜੋਤ ਜੋ ਜਸਟਿਸ ਅਜੀਤ ਸਿੰਘ ਬੈਂਸ ਦੀ ਅਗਵਾਈ ਹੇਠ ਕੰਮ ਕਰ ਰਹੀ ਪੰਜਾਬ ਹਿਊਮਨ ਰਾਈਟਸ ਆਰਗਨਾਈਜ਼ੇਸ਼ਨ ਦੇ ਉਪ-ਪ੍ਰਧਾਨ ਵੀ ਹਨ, ਕੰਵਲ ਸੰਧੂ ਐਲ ਐਲ ਬੀ ਤੇ ਸ੍ਰੀ ਗਣਪਤ ਐਡਵੋਕੇਟ ਸ਼ਾਮਲ ਸਨ, ਨੇ ਠੋਸ ਤੱਥ ਇਕੱਠੇ ਕਰਨ ਲਈ ਬਟਾਲਾ ਤੇ ਲੁਧਿਆਣਾ ਜ਼ਿਲ੍ਹੇ ਦੇ ਕੁੱਝ ਪਿੰਡਾਂ ਦਾ ਦੌਰਾ ਕੀਤਾ ਹੈ। [234,739,406,1135]
intro-text-last: ਵਿਚ ਯੋਗਦਾਨ ਹਿਸਾ ਪਾਇਆ ਹੈ। [342,304,470,317]
column-5 [768,60,938,555]
paragraph: ਅਜੀਤ ਸਿੰਘ ਸ਼ਾਹ ਦਾ ਪਿੰਡ ਪੱਡਾ ਥਾਣਾ ਹਰਗੋਬਿੰਦ ਪੁਰ ਵਿਖੇ ਪਿੰਡੋਂ ਬਾਹਰਵਾਰ ਖੇਤਾਂ ਵਿਚ ਰਹਿੰਦਾ ਹੈ। ਜਿਥੇ ਰਾਤ ਨੂੰ ਬੰਦੂਕ ਦੇ ਜ਼ੋਰ ਕੁੱਝ ਬਾਗੀ ਨੌਜੁਆਨ ਆਏ ਤੇ ਬੰਦੂਕ ਦੀ ਨੋਕ ਤੇ ਖਾਣਾ ਖਾਧਾ ਤੇ ਠਹਿਰੇ। ਸਵੇਰੇ ਆਪਣੇ ਇਕ ਬੀਮਾਰ ਸਾਥੀ ਨੂੰ ਸ਼ਹਿਰ ਲੈ ਕੇ ਗਏ ਜਦ ਕਿ ਇਕ ਅਜੇ ਉਥੇ ਹੀ ਸੀ। ਸੂਹ ਮਿਲਣ ਤੇ ਪੁਲੀਸ ਨੇ ਤੜਕੇ ਹੀ ਛਾਪਾ ਮਾਰਿਆ ਤੇ ਉਸ ਨੌਜੁਆਨ ਨੂੰ ਗ੍ਰਿਫਤਾਰ ਕਰ ਲਿਆ। ਇਸ ਉਪਰੰਤ ਢੇਡ ਘੰਟਾ ਉਸ ਤੇ ਤਸ਼ੱਦਦ ਕੀਤਾ, ਪੁੱਛਗਿੱਛ ਕਰਦੇ ਰਹੇ ਤੇ ਫਿਰ ਸ਼ਰੇਆਮ ਉਸ ਨੌਜੁਆਨ ਨੂੰ ਗੋਲੀਆਂ ਨਾਲ ਭੁੰਨ ਦਿੱਤਾ। ਇਸ ਉਪਰੰਤ ਸਾਰੇ ਘਰ ਵਾਲਿਆਂ ਨੂੰ ਬਾਹਰ ਕੱਢ ਲਿਆ ਤੇ ਔਰਤਾਂ ਸਮੇਤ ਸਭ ਨੂੰ ਠੁੱਡਿਆਂ, ਚਪੇੜਾਂ ਤੇ ਬੈਂਤਾਂ ਨਾਲ ਕੁੱਟਿਆ। [412,597,582,818]
quote-text-last: ਸਿਦਕ ਦੀਆਂ ਮੂੰਹ ਬੋਲਦੀਆਂ ਗਵਾਹ ਹੋਣਗੀਆਂ। [676,823,854,836]
paragraph: ਅੱਧ 87 ਤੋਂ ਪੰਜਾਬ ਵਿਚ ਔਰਤਾਂ ਉਤੇ ਪੁਲੀਸ ਤੇ ਹਥਿਆਰ ਬੰਦ ਟੁਕੜੀਆਂ ਵਲੋਂ ਜਬਰ ਦਾ ਵਰਤਾਰਾ ਸਭ ਹੱਦ ਬੰਨੇ ਟੱਪ ਗਿਆ ਹੁਣ ਇਹ ਘਟਨਾਵਾਂ ਕਿਸੇ ਸਿਆਸੀ ਔਰਤ ਨੂੰ ਫੜਨ ਜਾਂ ਭੁਲੇਖੇ ਨਾਲ ਕਿਸੇ ਔਰਤ ਦਾ ਜਬਰ ਦੀ ਸ਼ਿਕਾਰ ਹੋ ਜਾਣ, ਘਰਾਂ ਤੇ ਛਾਪਿਆਂ ਦੌਰਾਨ ਪੁੱਛਗਿਛ ਸਮੇਂ ਹੋਈਆਂ ਵਧੀਕੀਆਂ ਤੇ ਗਾਲੀ ਗਲੋਚ ਆਦਿ ਤਕ ਸੀਮਤ ਨਹੀਂ ਰਹੀਆਂ ਸਗੋਂ ਇਉਂ ਜਾਪਦਾ ਹੈ ਕਿ ਜਿਵੇਂ ਕੇਂਦਰੀ ਹਾਕਮਾਂ ਨੇ ਪੰਜਾਬ ਦੀ ਧਰਤੀ ਤੋਂ ਉਠੀ ਬਾਗੀ ਲਲਕਾਰ ਨੂੰ ਲਹੂ ਵਿਚ ਡੋਬਣ ਲਈ ਇਕ ਵਿਸ਼ੇਸ਼ ਨੀਤੀ ਤਹਿਤ ਹਥਿਆਰਬੰਦ ਟੁਕੜੀਆਂ ਨੂੰ ਅਸੀਮ ਅਧਿਕਾਰ ਬਖਸ਼ ਰਖੇ ਹਨ, ਅਤੇ ਇਹਨਾਂ ਹੱਦ ਦਰਜੇ ਦੇ ਜ਼ਾਲਮ ਅਧਿਕਾਰਾਂ ਨਾਲ ਲੈਸ ਹਥਿਆਰਬੰਦ ਟੁਕੜੀਆਂ ਨੂੰ ਹਰ ਉਪਦਰ ਢਾਹੁਣ ਲਈ ਖੁਲ੍ਹੀਆਂ ਛੁਟੀਆਂ ਦੇ ਰਖੀਆਂ ਹਨ। [234,474,406,731]
